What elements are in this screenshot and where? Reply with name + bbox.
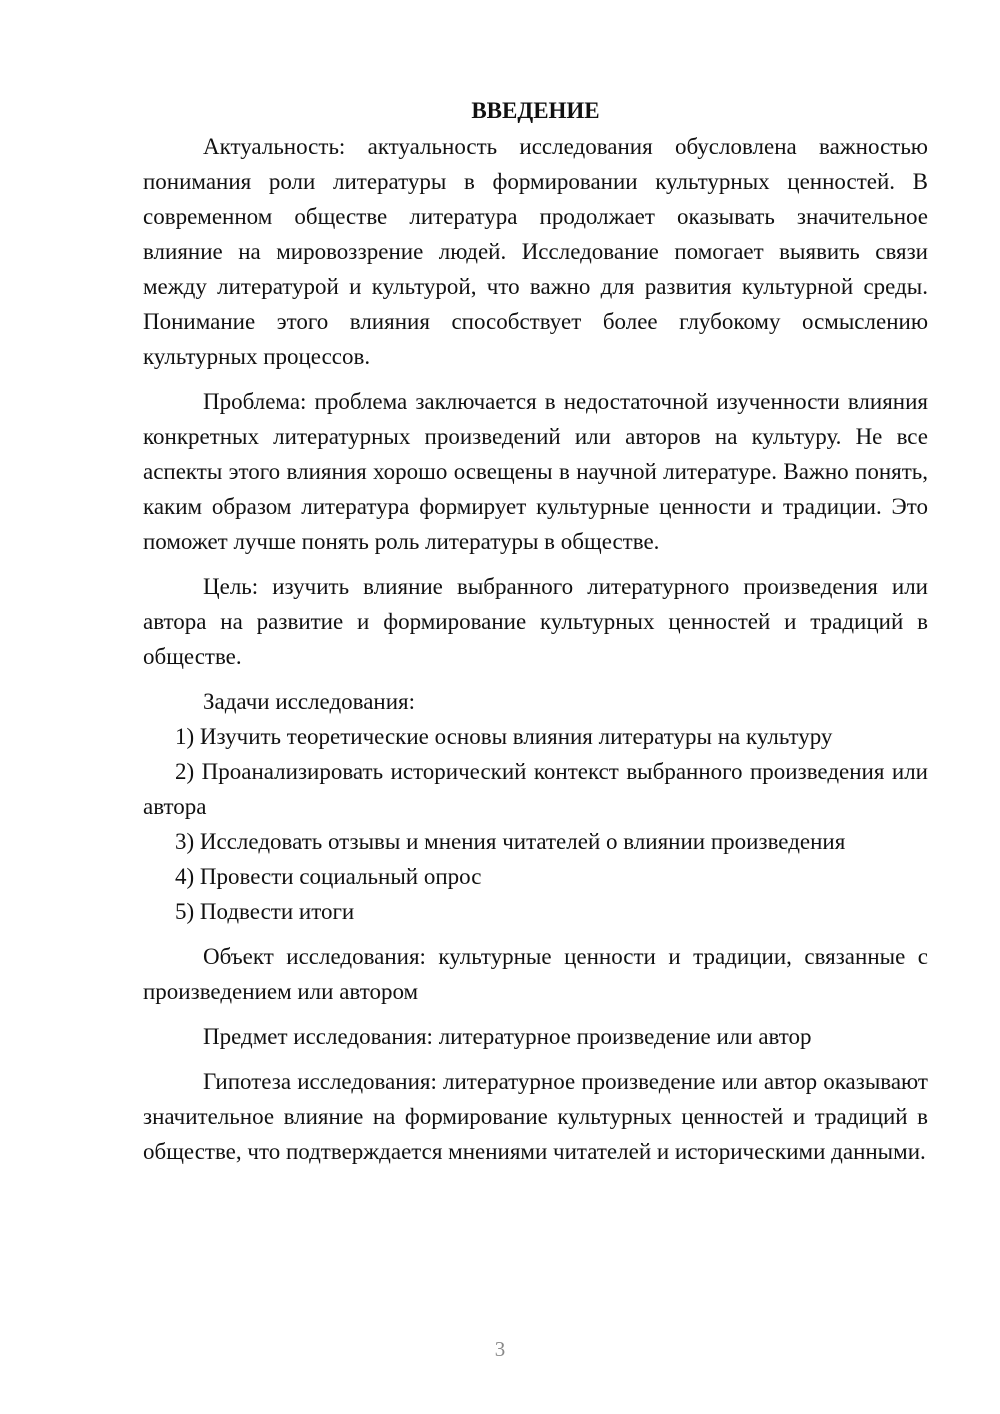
- page-number: 3: [494, 1337, 506, 1361]
- list-item: 2) Проанализировать исторический контекст выбранного произведения или автора: [143, 759, 928, 819]
- list-item: 3) Исследовать отзывы и мнения читателей о влиянии произведения: [175, 829, 846, 854]
- hypothesis-paragraph: Гипотеза исследования: литературное произведение или автор оказывают значительное влияние на формирование культурных ценностей и традиций в обществе, что подтверждается мнениями читателей и историческими данными.: [143, 1069, 928, 1164]
- goal-paragraph: Цель: изучить влияние выбранного литературного произведения или автора на развитие и формирование культурных ценностей и традиций в обществе.: [143, 574, 928, 669]
- list-item: 4) Провести социальный опрос: [175, 864, 482, 889]
- subject-paragraph: Предмет исследования: литературное произведение или автор: [203, 1024, 812, 1049]
- page-content: [143, 93, 928, 1169]
- list-item: 1) Изучить теоретические основы влияния литературы на культуру: [175, 724, 833, 749]
- relevance-paragraph: Актуальность: актуальность исследования обусловлена важностью понимания роли литературы в формировании культурных ценностей. В современном обществе литература продолжает оказывать значительное влияние на мировоззрение людей. Исследование помогает выявить связи между литературой и культурой, что важно для развития культурной среды. Понимание этого влияния способствует более глубокому осмыслению культурных процессов.: [143, 134, 928, 369]
- tasks-list: [143, 719, 928, 929]
- object-paragraph: Объект исследования: культурные ценности и традиции, связанные с произведением или автором: [143, 944, 928, 1004]
- list-item: 5) Подвести итоги: [175, 899, 355, 924]
- problem-paragraph: Проблема: проблема заключается в недостаточной изученности влияния конкретных литературных произведений или авторов на культуру. Не все аспекты этого влияния хорошо освещены в научной литературе. Важно понять, каким образом литература формирует культурные ценности и традиции. Это поможет лучше понять роль литературы в обществе.: [143, 389, 928, 554]
- tasks-heading: Задачи исследования:: [203, 689, 416, 714]
- page-title: ВВЕДЕНИЕ: [471, 98, 600, 123]
